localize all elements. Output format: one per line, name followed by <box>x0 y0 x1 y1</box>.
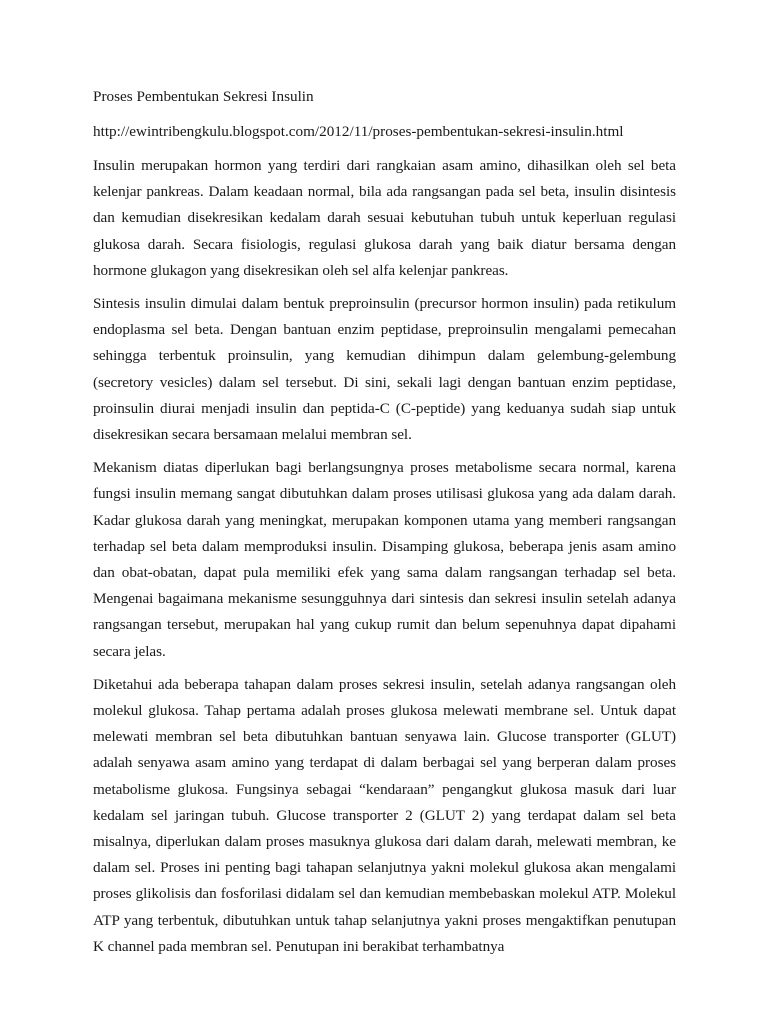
paragraph-1: Insulin merupakan hormon yang terdiri dari rangkaian asam amino, dihasilkan oleh sel beta kelenjar pankreas. Dalam keadaan normal, bila ada rangsangan pada sel beta, insulin disintesis dan kemudian disekresikan kedalam darah sesuai kebutuhan tubuh untuk keperluan regulasi glukosa darah. Secara fisiologis, regulasi glukosa darah yang baik diatur bersama dengan hormone glukagon yang disekresikan oleh sel alfa kelenjar pankreas. <box>93 157 676 279</box>
document-title: Proses Pembentukan Sekresi Insulin <box>93 88 314 105</box>
paragraph-2: Sintesis insulin dimulai dalam bentuk preproinsulin (precursor hormon insulin) pada retikulum endoplasma sel beta. Dengan bantuan enzim peptidase, preproinsulin mengalami pemecahan sehingga terbentuk proinsulin, yang kemudian dihimpun dalam gelembung-gelembung (secretory vesicles) dalam sel tersebut. Di sini, sekali lagi dengan bantuan enzim peptidase, proinsulin diurai menjadi insulin dan peptida-C (C-peptide) yang keduanya sudah siap untuk disekresikan secara bersamaan melalui membran sel. <box>93 295 676 444</box>
paragraph-4: Diketahui ada beberapa tahapan dalam proses sekresi insulin, setelah adanya rangsangan oleh molekul glukosa. Tahap pertama adalah proses glukosa melewati membrane sel. Untuk dapat melewati membran sel beta dibutuhkan bantuan senyawa lain. Glucose transporter (GLUT) adalah senyawa asam amino yang terdapat di dalam berbagai sel yang berperan dalam proses metabolisme glukosa. Fungsinya sebagai “kendaraan” pengangkut glukosa masuk dari luar kedalam sel jaringan tubuh. Glucose transporter 2 (GLUT 2) yang terdapat dalam sel beta misalnya, diperlukan dalam proses masuknya glukosa dari dalam darah, melewati membran, ke dalam sel. Proses ini penting bagi tahapan selanjutnya yakni molekul glukosa akan mengalami proses glikolisis dan fosforilasi didalam sel dan kemudian membebaskan molekul ATP. Molekul ATP yang terbentuk, dibutuhkan untuk tahap selanjutnya yakni proses mengaktifkan penutupan K channel pada membran sel. Penutupan ini berakibat terhambatnya <box>93 675 676 955</box>
source-url: http://ewintribengkulu.blogspot.com/2012/11/proses-pembentukan-sekresi-insulin.html <box>93 122 624 140</box>
paragraph-3: Mekanism diatas diperlukan bagi berlangsungnya proses metabolisme secara normal, karena fungsi insulin memang sangat dibutuhkan dalam proses utilisasi glukosa yang ada dalam darah. Kadar glukosa darah yang meningkat, merupakan komponen utama yang memberi rangsangan terhadap sel beta dalam memproduksi insulin. Disamping glukosa, beberapa jenis asam amino dan obat-obatan, dapat pula memiliki efek yang sama dalam rangsangan terhadap sel beta. Mengenai bagaimana mekanisme sesungguhnya dari sintesis dan sekresi insulin setelah adanya rangsangan tersebut, merupakan hal yang cukup rumit dan belum sepenuhnya dapat dipahami secara jelas. <box>93 459 676 660</box>
